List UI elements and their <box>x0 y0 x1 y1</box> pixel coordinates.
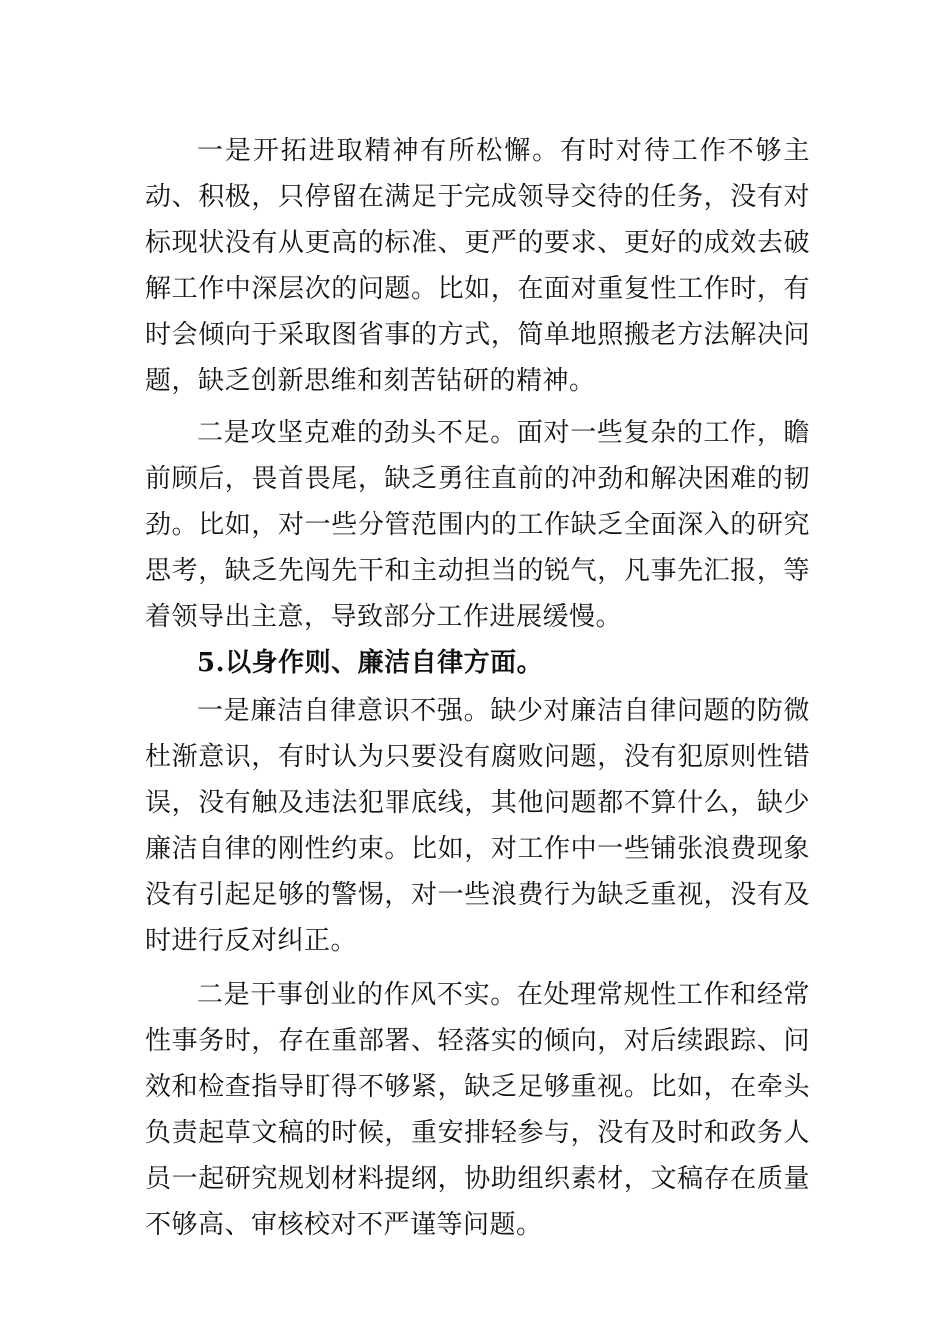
paragraph-enterprising-spirit: 一是开拓进取精神有所松懈。有时对待工作不够主动、积极，只停留在满足于完成领导交待的任务，没有对标现状没有从更高的标准、更严的要求、更好的成效去破解工作中深层次的问题。比如，在面对重复性工作时，有时会倾向于采取图省事的方式，简单地照搬老方法解决问题，缺乏创新思维和刻苦钻研的精神。 <box>145 136 810 396</box>
paragraph-tackling-difficulties: 二是攻坚克难的劲头不足。面对一些复杂的工作，瞻前顾后，畏首畏尾，缺乏勇往直前的冲劲和解决困难的韧劲。比如，对一些分管范围内的工作缺乏全面深入的研究思考，缺乏先闯先干和主动担当的锐气，凡事先汇报，等着领导出主意，导致部分工作进展缓慢。 <box>145 418 810 632</box>
paragraph-work-style: 二是干事创业的作风不实。在处理常规性工作和经常性事务时，存在重部署、轻落实的倾向，对后续跟踪、问效和检查指导盯得不够紧，缺乏足够重视。比如，在牵头负责起草文稿的时候，重安排轻参与，没有及时和政务人员一起研究规划材料提纲，协助组织素材，文稿存在质量不够高、审核校对不严谨等问题。 <box>145 980 810 1240</box>
paragraph-integrity-awareness: 一是廉洁自律意识不强。缺少对廉洁自律问题的防微杜渐意识，有时认为只要没有腐败问题，没有犯原则性错误，没有触及违法犯罪底线，其他问题都不算什么，缺少廉洁自律的刚性约束。比如，对工作中一些铺张浪费现象没有引起足够的警惕，对一些浪费行为缺乏重视，没有及时进行反对纠正。 <box>145 696 810 956</box>
section-heading: 5.以身作则、廉洁自律方面。 <box>197 648 544 678</box>
document-body <box>145 128 810 1248</box>
